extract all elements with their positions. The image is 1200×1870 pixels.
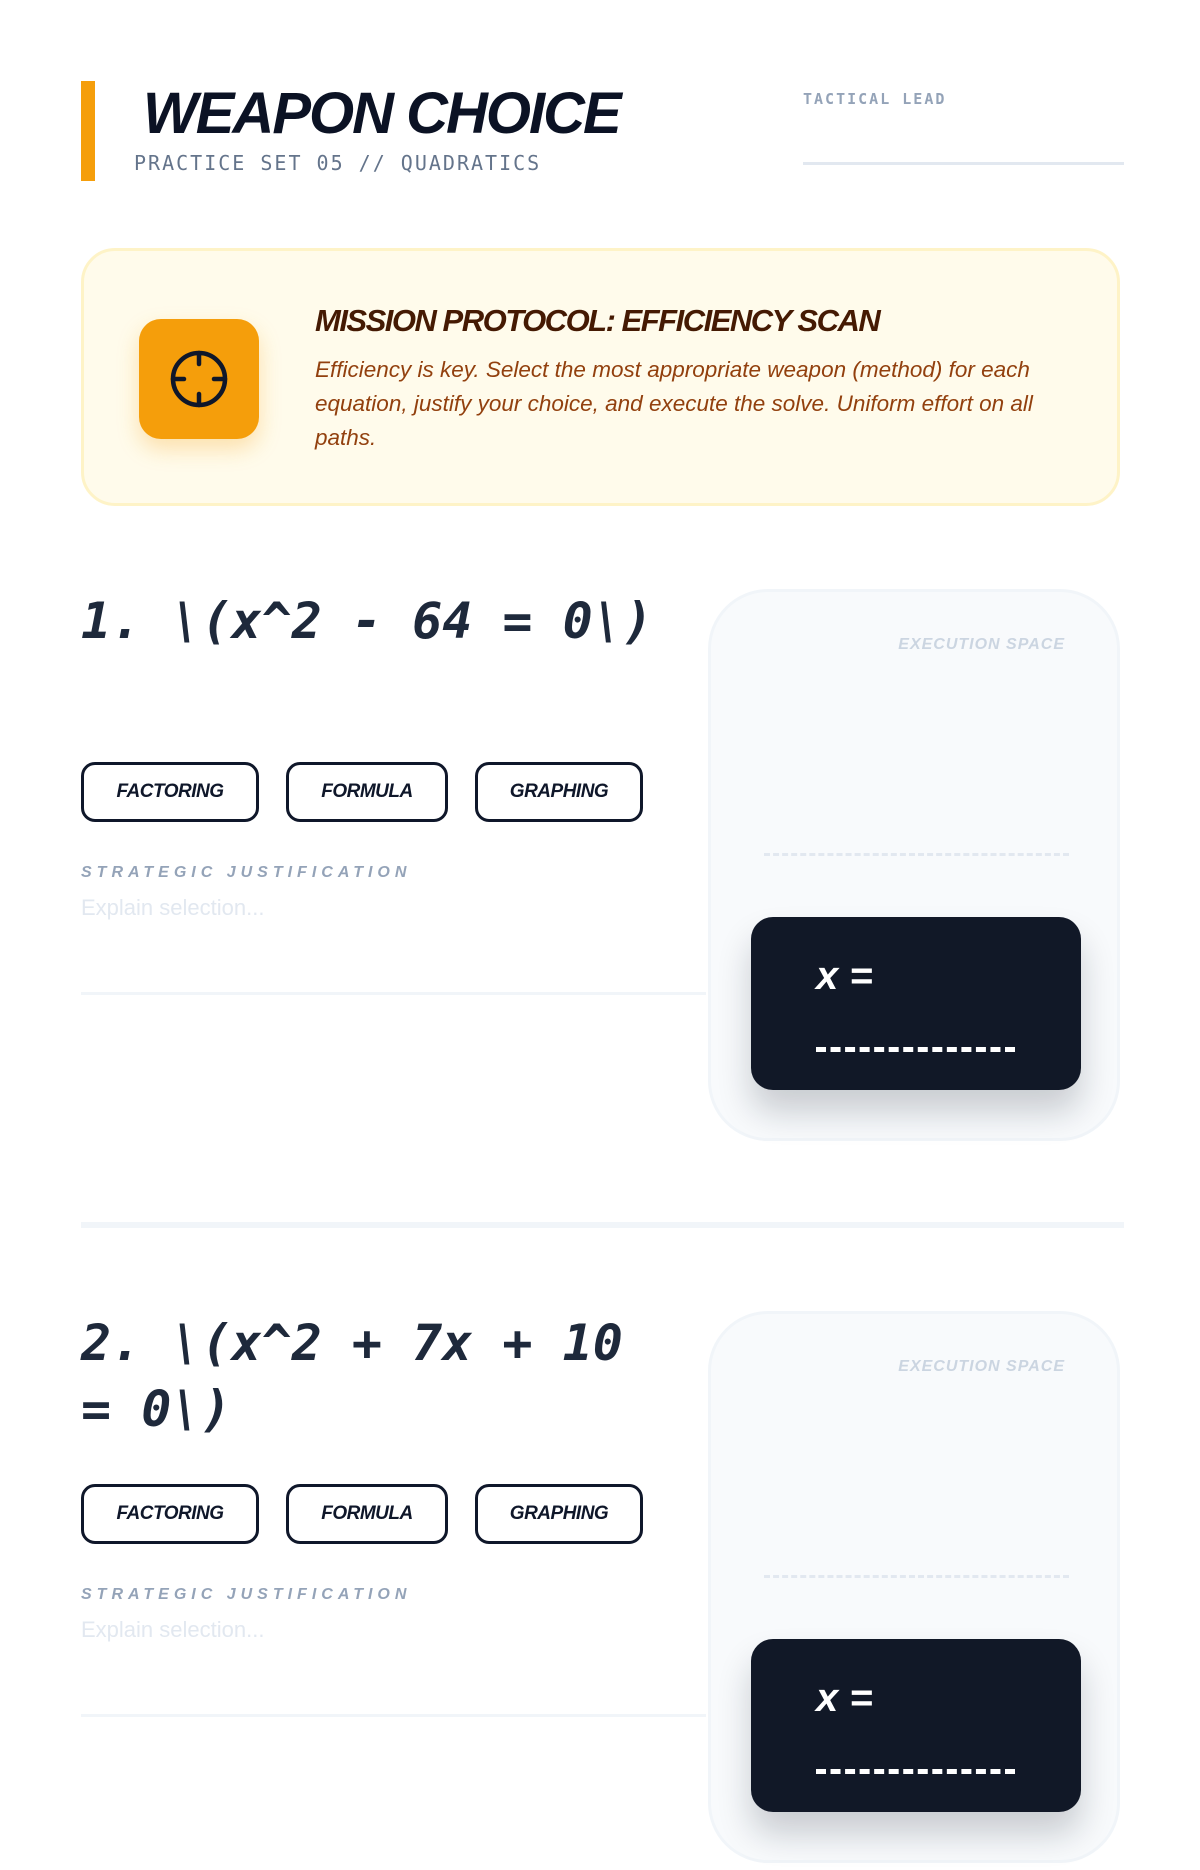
execution-space[interactable] (708, 1311, 1120, 1863)
answer-box[interactable] (751, 917, 1081, 1090)
method-graphing-button[interactable]: GRAPHING (475, 1484, 643, 1544)
mission-body: Efficiency is key. Select the most appropriate weapon (method) for each equation, justify your choice, and execute the solve. Uniform effort on all paths. (315, 357, 1033, 450)
justification-input[interactable] (81, 1617, 706, 1717)
answer-blank[interactable] (816, 1047, 1015, 1052)
equation: 1. \(x^2 - 64 = 0\) (81, 592, 653, 650)
answer-prefix: x = (816, 1676, 873, 1720)
answer-prefix: x = (816, 954, 873, 998)
method-formula-button[interactable]: FORMULA (286, 1484, 448, 1544)
work-divider (764, 853, 1069, 856)
equation: 2. \(x^2 + 7x + 10 = 0\) (81, 1314, 623, 1438)
method-graphing-button[interactable]: GRAPHING (475, 762, 643, 822)
answer-box[interactable] (751, 1639, 1081, 1812)
mission-heading: MISSION PROTOCOL: EFFICIENCY SCAN (315, 303, 880, 338)
method-formula-button[interactable]: FORMULA (286, 762, 448, 822)
execution-space[interactable] (708, 589, 1120, 1141)
problem-1 (81, 588, 1120, 1148)
section-divider (81, 1222, 1124, 1228)
page-subtitle: PRACTICE SET 05 // QUADRATICS (134, 151, 542, 175)
tactical-lead-line (803, 162, 1124, 165)
tactical-lead-label: TACTICAL LEAD (803, 90, 947, 108)
header (81, 81, 1124, 181)
answer-blank[interactable] (816, 1769, 1015, 1774)
justification-label: STRATEGIC JUSTIFICATION (81, 864, 412, 881)
work-divider (764, 1575, 1069, 1578)
page-title: WEAPON CHOICE (143, 81, 620, 146)
justification-input[interactable] (81, 895, 706, 995)
execution-space-label: EXECUTION SPACE (898, 636, 1065, 653)
execution-space-label: EXECUTION SPACE (898, 1358, 1065, 1375)
accent-bar (81, 81, 95, 181)
method-factoring-button[interactable]: FACTORING (81, 762, 259, 822)
method-factoring-button[interactable]: FACTORING (81, 1484, 259, 1544)
tactical-lead-field[interactable] (803, 90, 1124, 168)
problem-2 (81, 1310, 1120, 1870)
justification-label: STRATEGIC JUSTIFICATION (81, 1586, 412, 1603)
crosshair-icon (139, 319, 259, 439)
mission-protocol-card (81, 248, 1120, 506)
